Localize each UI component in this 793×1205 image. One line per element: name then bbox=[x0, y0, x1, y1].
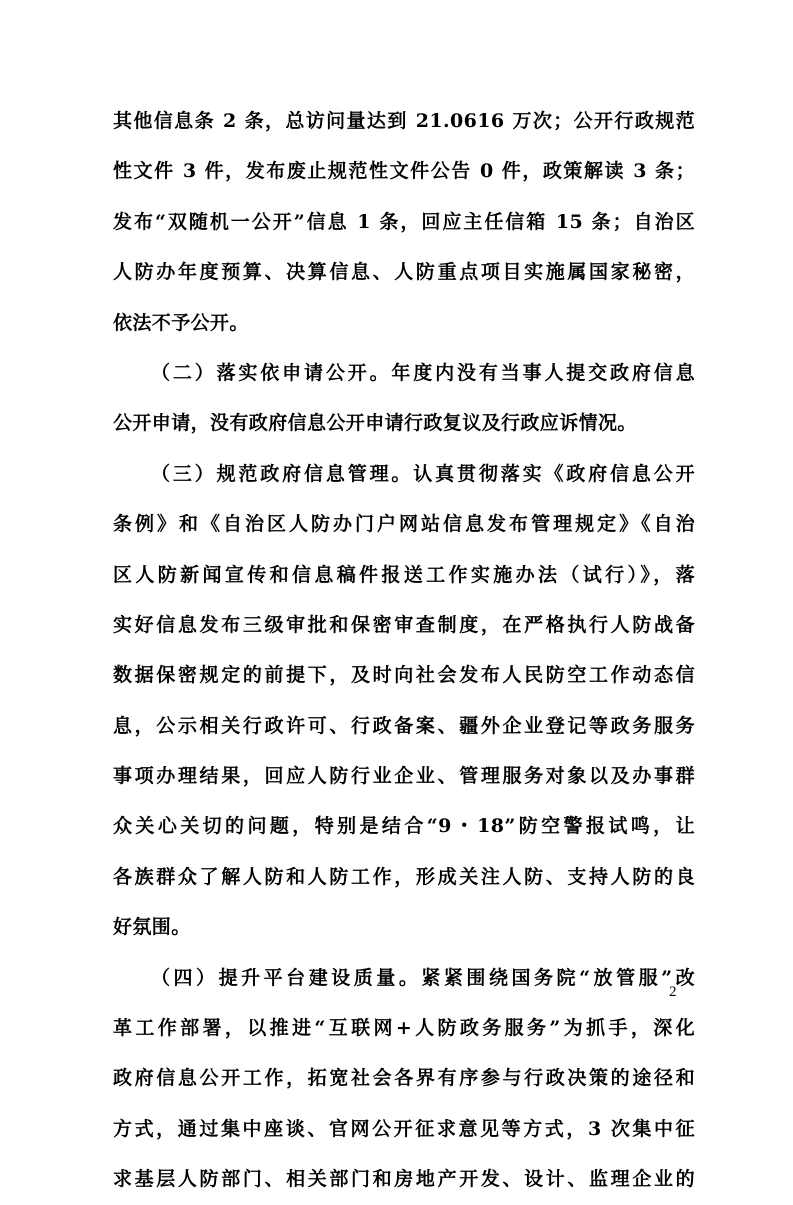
text-line: 数据保密规定的前提下，及时向社会发布人民防空工作动态信 bbox=[113, 664, 695, 687]
text-line: 各族群众了解人防和人防工作，形成关注人防、支持人防的良 bbox=[113, 865, 695, 888]
text-line: 区人防新闻宣传和信息稿件报送工作实施办法（试行）》，落 bbox=[113, 563, 695, 586]
text-line: 好氛围。 bbox=[113, 916, 191, 939]
section-heading-line: （三）规范政府信息管理。认真贯彻落实《政府信息公开 bbox=[151, 462, 695, 485]
text-line: 息，公示相关行政许可、行政备案、疆外企业登记等政务服务 bbox=[113, 714, 695, 737]
section-heading-line: （四）提升平台建设质量。紧紧围绕国务院“放管服”改 bbox=[151, 966, 695, 989]
text-line: 发布“双随机一公开”信息 1 条，回应主任信箱 15 条；自治区 bbox=[113, 210, 695, 233]
text-line: 其他信息条 2 条，总访问量达到 21.0616 万次；公开行政规范 bbox=[113, 110, 695, 132]
text-line: 方式，通过集中座谈、官网公开征求意见等方式，3 次集中征 bbox=[113, 1117, 695, 1140]
text-line: 事项办理结果，回应人防行业企业、管理服务对象以及办事群 bbox=[113, 765, 695, 788]
text-line: 依法不予公开。 bbox=[113, 311, 249, 334]
text-line: 求基层人防部门、相关部门和房地产开发、设计、监理企业的 bbox=[113, 1168, 695, 1191]
text-line: 条例》和《自治区人防办门户网站信息发布管理规定》《自治 bbox=[113, 513, 695, 536]
text-line: 众关心关切的问题，特别是结合“9・18”防空警报试鸣，让 bbox=[113, 815, 695, 838]
text-line: 人防办年度预算、决算信息、人防重点项目实施属国家秘密， bbox=[113, 261, 695, 284]
body-text bbox=[113, 96, 695, 1205]
page-number: 2 bbox=[669, 984, 677, 1000]
text-line: 性文件 3 件，发布废止规范性文件公告 0 件，政策解读 3 条； bbox=[113, 160, 695, 183]
text-line: 革工作部署，以推进“互联网+人防政务服务”为抓手，深化 bbox=[113, 1017, 695, 1040]
section-heading-line: （二）落实依申请公开。年度内没有当事人提交政府信息 bbox=[151, 361, 695, 384]
text-line: 政府信息公开工作，拓宽社会各界有序参与行政决策的途径和 bbox=[113, 1067, 695, 1090]
text-line: 实好信息发布三级审批和保密审查制度，在严格执行人防战备 bbox=[113, 613, 695, 636]
text-line: 公开申请，没有政府信息公开申请行政复议及行政应诉情况。 bbox=[113, 412, 637, 435]
